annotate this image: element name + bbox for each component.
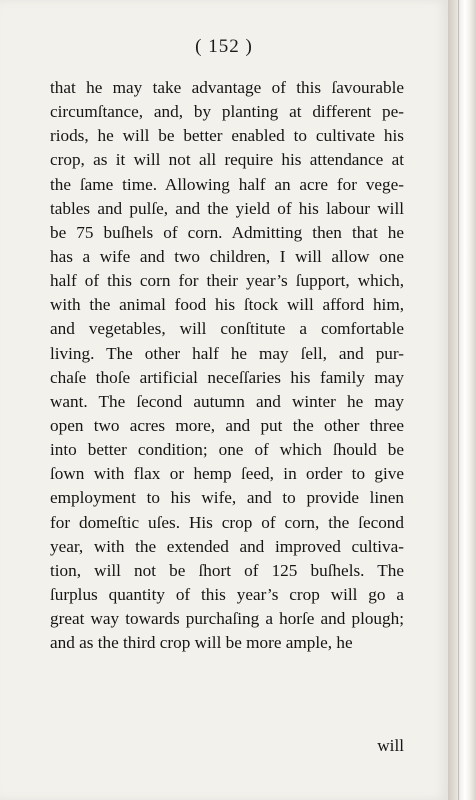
text-line: open two acres more, and put the other three (50, 415, 404, 435)
page-edge (448, 0, 476, 800)
text-line: and vegetables, will conſtitute a comfortable (50, 319, 404, 339)
text-line: the ſame time. Allowing half an acre for vege- (50, 174, 404, 194)
text-line: ſown with flax or hemp ſeed, in order to give (50, 464, 404, 484)
text-line: into better condition; one of which ſhould be (50, 440, 404, 460)
text-line: with the animal food his ſtock will afford him, (50, 295, 404, 315)
text-line: great way towards purchaſing a horſe and plough; (50, 609, 404, 629)
text-line: be 75 buſhels of corn. Admitting then that he (50, 222, 404, 242)
text-line: ſurplus quantity of this year’s crop will go a (50, 584, 404, 604)
text-line: chaſe thoſe artificial neceſſaries his family may (50, 367, 404, 387)
text-line: half of this corn for their year’s ſupport, which, (50, 271, 404, 291)
text-line: has a wife and two children, I will allow one (50, 246, 404, 266)
page-number: ( 152 ) (195, 36, 253, 57)
text-line: tables and pulſe, and the yield of his labour will (50, 198, 404, 218)
text-line: tion, will not be ſhort of 125 buſhels. The (50, 560, 404, 580)
page-crease (458, 0, 459, 800)
text-line: for domeſtic uſes. His crop of corn, the ſecond (50, 512, 404, 532)
body-text (50, 76, 404, 655)
text-line: circumſtance, and, by planting at different pe- (50, 102, 404, 122)
text-line: living. The other half he may ſell, and pur- (50, 343, 404, 363)
text-line: that he may take advantage of this ſavourable (50, 78, 404, 97)
text-line: crop, as it will not all require his attendance at (50, 150, 404, 170)
catchword: will (377, 736, 404, 755)
text-line: want. The ſecond autumn and winter he may (50, 391, 404, 411)
text-line: riods, he will be better enabled to cultivate his (50, 126, 404, 146)
text-line: and as the third crop will be more ample, he (50, 633, 353, 653)
text-line: employment to his wife, and to provide linen (50, 488, 404, 508)
text-line: year, with the extended and improved cultiva- (50, 536, 404, 556)
